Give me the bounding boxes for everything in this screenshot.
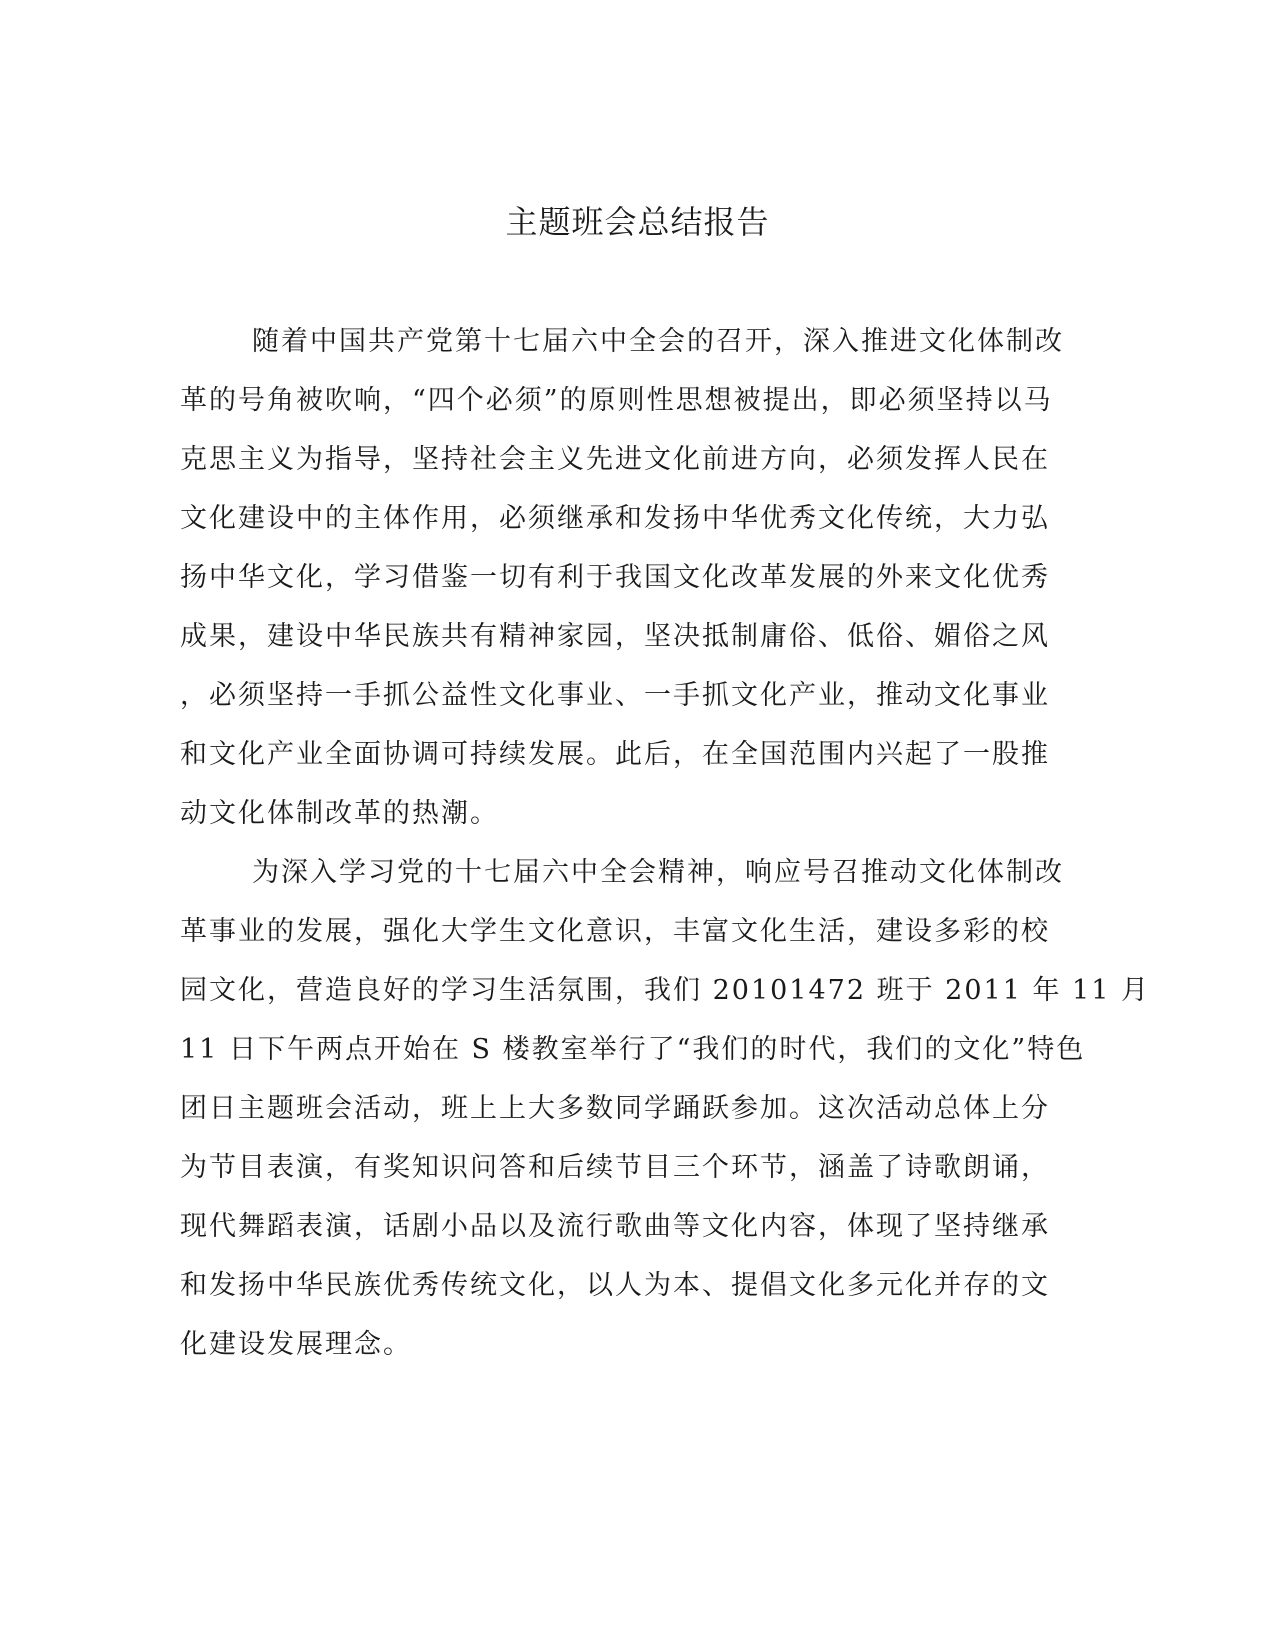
- text-line: 11 日下午两点开始在 S 楼教室举行了“我们的时代，我们的文化”特色: [180, 1034, 1086, 1065]
- text-line: 园文化，营造良好的学习生活氛围，我们 20101472 班于 2011 年 11 月: [180, 975, 1150, 1006]
- text-line: 为深入学习党的十七届六中全会精神，响应号召推动文化体制改: [252, 857, 1064, 888]
- text-line: 动文化体制改革的热潮。: [180, 798, 499, 829]
- text-line: 为节目表演，有奖知识问答和后续节目三个环节，涵盖了诗歌朗诵，: [180, 1152, 1050, 1183]
- paragraph-1: [180, 312, 1064, 843]
- text-line: 革事业的发展，强化大学生文化意识，丰富文化生活，建设多彩的校: [180, 916, 1050, 947]
- text-line: 克思主义为指导，坚持社会主义先进文化前进方向，必须发挥人民在: [180, 444, 1050, 475]
- document-body: [180, 312, 1150, 1374]
- text-line: 革的号角被吹响，“四个必须”的原则性思想被提出，即必须坚持以马: [180, 385, 1053, 416]
- document-title: 主题班会总结报告: [505, 203, 770, 241]
- text-line: ，必须坚持一手抓公益性文化事业、一手抓文化产业，推动文化事业: [180, 680, 1050, 711]
- text-line: 扬中华文化，学习借鉴一切有利于我国文化改革发展的外来文化优秀: [180, 562, 1050, 593]
- text-line: 和文化产业全面协调可持续发展。此后，在全国范围内兴起了一股推: [180, 739, 1050, 770]
- text-line: 文化建设中的主体作用，必须继承和发扬中华优秀文化传统，大力弘: [180, 503, 1050, 534]
- paragraph-2: [180, 843, 1150, 1374]
- text-line: 和发扬中华民族优秀传统文化，以人为本、提倡文化多元化并存的文: [180, 1270, 1050, 1301]
- text-line: 团日主题班会活动，班上上大多数同学踊跃参加。这次活动总体上分: [180, 1093, 1050, 1124]
- text-line: 成果，建设中华民族共有精神家园，坚决抵制庸俗、低俗、媚俗之风: [180, 621, 1050, 652]
- text-line: 现代舞蹈表演，话剧小品以及流行歌曲等文化内容，体现了坚持继承: [180, 1211, 1050, 1242]
- text-line: 化建设发展理念。: [180, 1329, 412, 1360]
- text-line: 随着中国共产党第十七届六中全会的召开，深入推进文化体制改: [252, 326, 1064, 357]
